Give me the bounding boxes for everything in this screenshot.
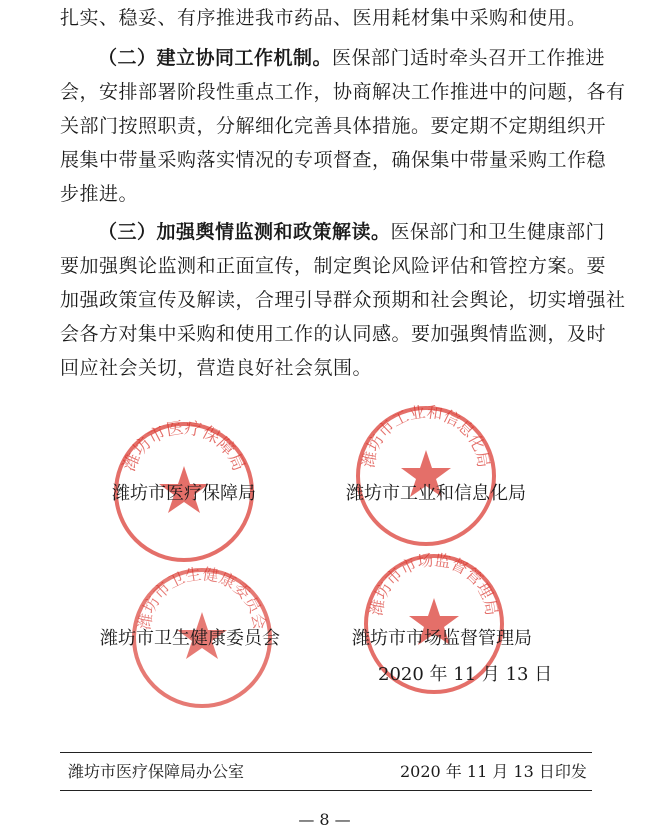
official-seal-industry-info xyxy=(352,402,500,550)
para3-line-1 xyxy=(98,220,605,244)
para3-line-4: 会各方对集中采购和使用工作的认同感。要加强舆情监测，及时 xyxy=(60,323,607,345)
footer-bottom-rule xyxy=(60,790,592,791)
body-line-1: 扎实、稳妥、有序推进我市药品、医用耗材集中采购和使用。 xyxy=(60,7,587,29)
footer-top-rule xyxy=(60,752,592,753)
para2-line-2: 会，安排部署阶段性重点工作，协商解决工作推进中的问题，各有 xyxy=(60,81,626,103)
page-number: — 8 — xyxy=(298,810,351,829)
signature-org-market-supervision: 潍坊市市场监督管理局 xyxy=(352,628,532,649)
para3-line-2: 要加强舆论监测和正面宣传，制定舆论风险评估和管控方案。要 xyxy=(60,255,607,277)
footer-office: 潍坊市医疗保障局办公室 xyxy=(68,762,245,781)
para3-line-3: 加强政策宣传及解读，合理引导群众预期和社会舆论，切实增强社 xyxy=(60,289,626,311)
para3-heading: （三）加强舆情监测和政策解读。 xyxy=(98,221,391,243)
seal-graphic xyxy=(352,402,500,550)
svg-text:潍坊市市场监督管理局: 潍坊市市场监督管理局 xyxy=(368,552,500,617)
signature-org-industry-info: 潍坊市工业和信息化局 xyxy=(346,483,526,504)
svg-text:潍坊市医疗保障局: 潍坊市医疗保障局 xyxy=(119,418,249,474)
signature-org-medical-security: 潍坊市医疗保障局 xyxy=(112,483,256,504)
para2-line-4: 展集中带量采购落实情况的专项督查，确保集中带量采购工作稳 xyxy=(60,149,607,171)
para3-line-1-rest: 医保部门和卫生健康部门 xyxy=(390,221,606,243)
para2-heading: （二）建立协同工作机制。 xyxy=(98,47,333,69)
para3-line-5: 回应社会关切，营造良好社会氛围。 xyxy=(60,357,373,379)
svg-text:潍坊市卫生健康委员会: 潍坊市卫生健康委员会 xyxy=(136,566,268,631)
svg-text:潍坊市工业和信息化局: 潍坊市工业和信息化局 xyxy=(360,404,492,469)
signature-date: 2020 年 11 月 13 日 xyxy=(378,664,553,685)
para2-line-1-rest: 医保部门适时牵头召开工作推进 xyxy=(332,47,606,69)
signature-org-health-commission: 潍坊市卫生健康委员会 xyxy=(100,628,280,649)
para2-line-1 xyxy=(98,46,605,70)
para2-line-3: 关部门按照职责，分解细化完善具体措施。要定期不定期组织开 xyxy=(60,115,607,137)
para2-line-5: 步推进。 xyxy=(60,183,139,205)
footer-print-date: 2020 年 11 月 13 日印发 xyxy=(400,762,587,781)
